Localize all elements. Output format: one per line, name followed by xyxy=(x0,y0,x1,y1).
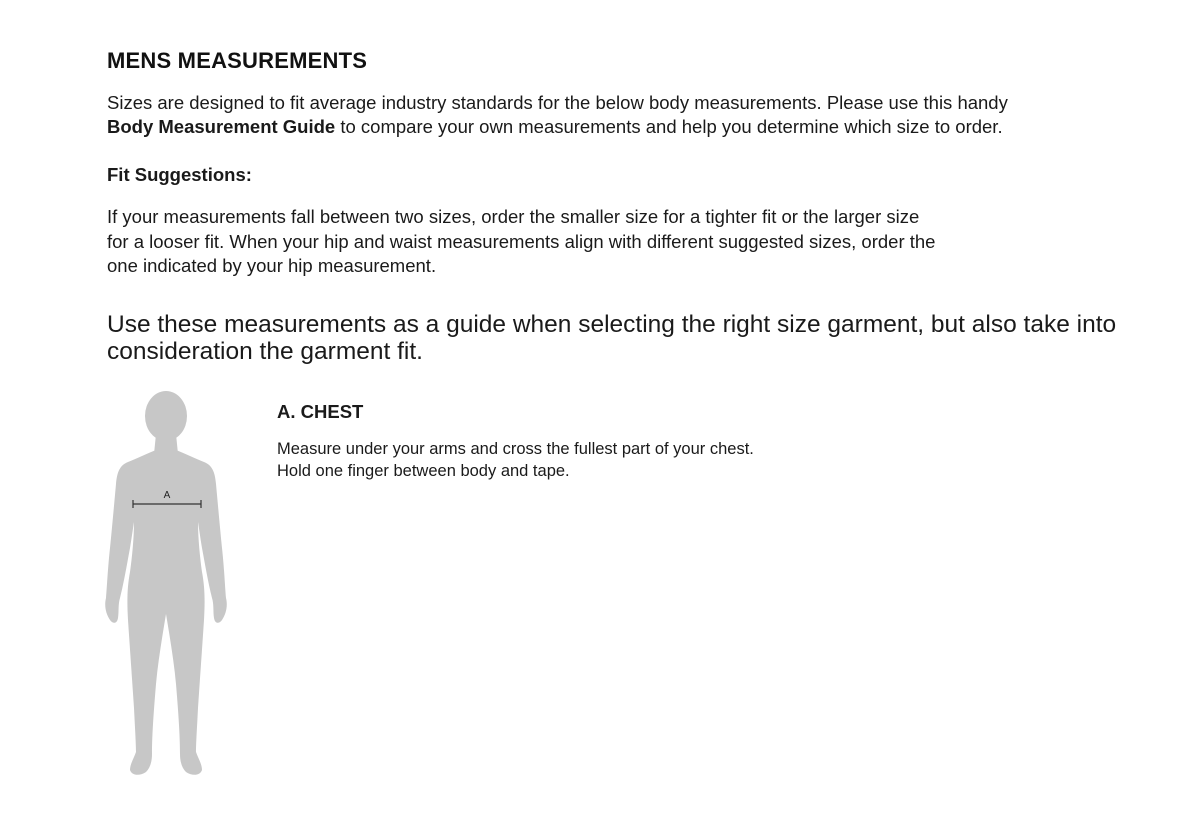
chest-marker-label: A xyxy=(163,490,171,501)
page-title: MENS MEASUREMENTS xyxy=(107,48,368,73)
guide-note xyxy=(107,311,1167,365)
chest-heading: A. CHEST xyxy=(277,401,364,422)
body-silhouette-figure xyxy=(100,388,240,798)
intro-line-1: Sizes are designed to fit average industry standards for the below body measurements. Please use this handy xyxy=(107,92,1008,113)
body-measurement-guide-label: Body Measurement Guide xyxy=(107,116,336,137)
chest-line-2: Hold one finger between body and tape. xyxy=(277,462,570,480)
guide-note-line-2: consideration the garment fit. xyxy=(107,338,423,365)
body-silhouette-illustration xyxy=(100,388,240,798)
chest-line-1: Measure under your arms and cross the fullest part of your chest. xyxy=(277,440,754,458)
chest-instructions xyxy=(277,438,977,482)
intro-paragraph xyxy=(107,91,1067,139)
guide-note-line-1: Use these measurements as a guide when selecting the right size garment, but also take into xyxy=(107,311,1117,338)
fit-suggestions-heading: Fit Suggestions: xyxy=(107,164,252,185)
fit-line-2: for a looser fit. When your hip and waist measurements align with different suggested sizes, order the xyxy=(107,230,936,252)
intro-line-2-rest: to compare your own measurements and help you determine which size to order. xyxy=(335,116,1003,137)
fit-line-1: If your measurements fall between two sizes, order the smaller size for a tighter fit or the larger size xyxy=(107,206,920,227)
fit-line-3: one indicated by your hip measurement. xyxy=(107,255,437,276)
body-silhouette xyxy=(105,391,227,775)
fit-suggestions-text xyxy=(107,205,1007,279)
intro-line-2 xyxy=(107,115,1067,139)
